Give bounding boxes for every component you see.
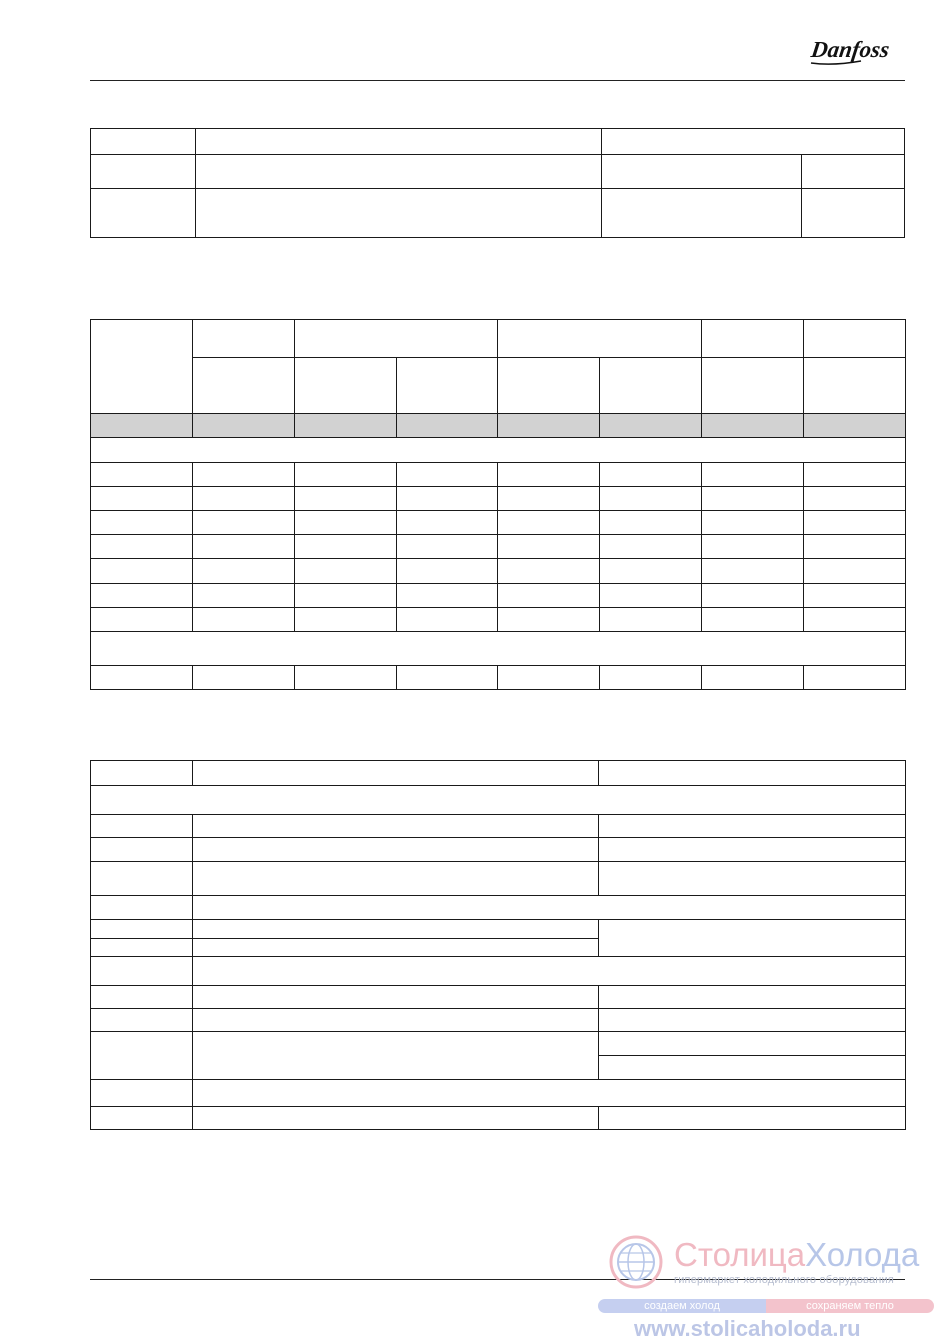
table-row	[91, 1009, 906, 1032]
table-row	[91, 666, 906, 690]
table-section-row	[91, 632, 906, 666]
watermark-name	[674, 1236, 919, 1274]
table-row	[91, 463, 906, 487]
danfoss-logo	[803, 30, 903, 70]
table-row	[91, 487, 906, 511]
table-row	[91, 1107, 906, 1130]
table-3	[90, 760, 906, 1130]
table-section-row	[91, 786, 906, 815]
table-1	[90, 128, 905, 238]
table-row	[91, 559, 906, 584]
table-row	[91, 1080, 906, 1107]
watermark-url[interactable]: www.stolicaholoda.ru	[634, 1316, 861, 1341]
table-row	[91, 511, 906, 535]
table-2	[90, 319, 906, 690]
table-row	[91, 608, 906, 632]
watermark-name-part1: Столица	[674, 1236, 806, 1273]
table-row	[91, 862, 906, 896]
header-rule	[90, 80, 905, 81]
table-row	[91, 986, 906, 1009]
table-header-row	[91, 358, 906, 414]
table-row	[91, 957, 906, 986]
svg-text:Danfoss: Danfoss	[809, 36, 892, 62]
table-row	[91, 1032, 906, 1056]
table-row-shaded	[91, 414, 906, 438]
table-row	[91, 189, 905, 238]
watermark-slogan-left: создаем холод	[598, 1299, 766, 1313]
table-row	[91, 155, 905, 189]
table-row	[91, 761, 906, 786]
watermark-tagline: гипермаркет холодильного оборудования	[674, 1274, 895, 1286]
watermark-slogan-right: сохраняем тепло	[766, 1299, 934, 1313]
table-row	[91, 129, 905, 155]
table-row	[91, 815, 906, 838]
table-header-row	[91, 320, 906, 358]
table-row	[91, 838, 906, 862]
table-section-row	[91, 438, 906, 463]
globe-icon	[608, 1234, 664, 1290]
table-row	[91, 584, 906, 608]
table-row	[91, 896, 906, 920]
table-row	[91, 920, 906, 939]
watermark-name-part2: Холода	[805, 1236, 920, 1273]
table-row	[91, 535, 906, 559]
watermark	[598, 1228, 938, 1344]
